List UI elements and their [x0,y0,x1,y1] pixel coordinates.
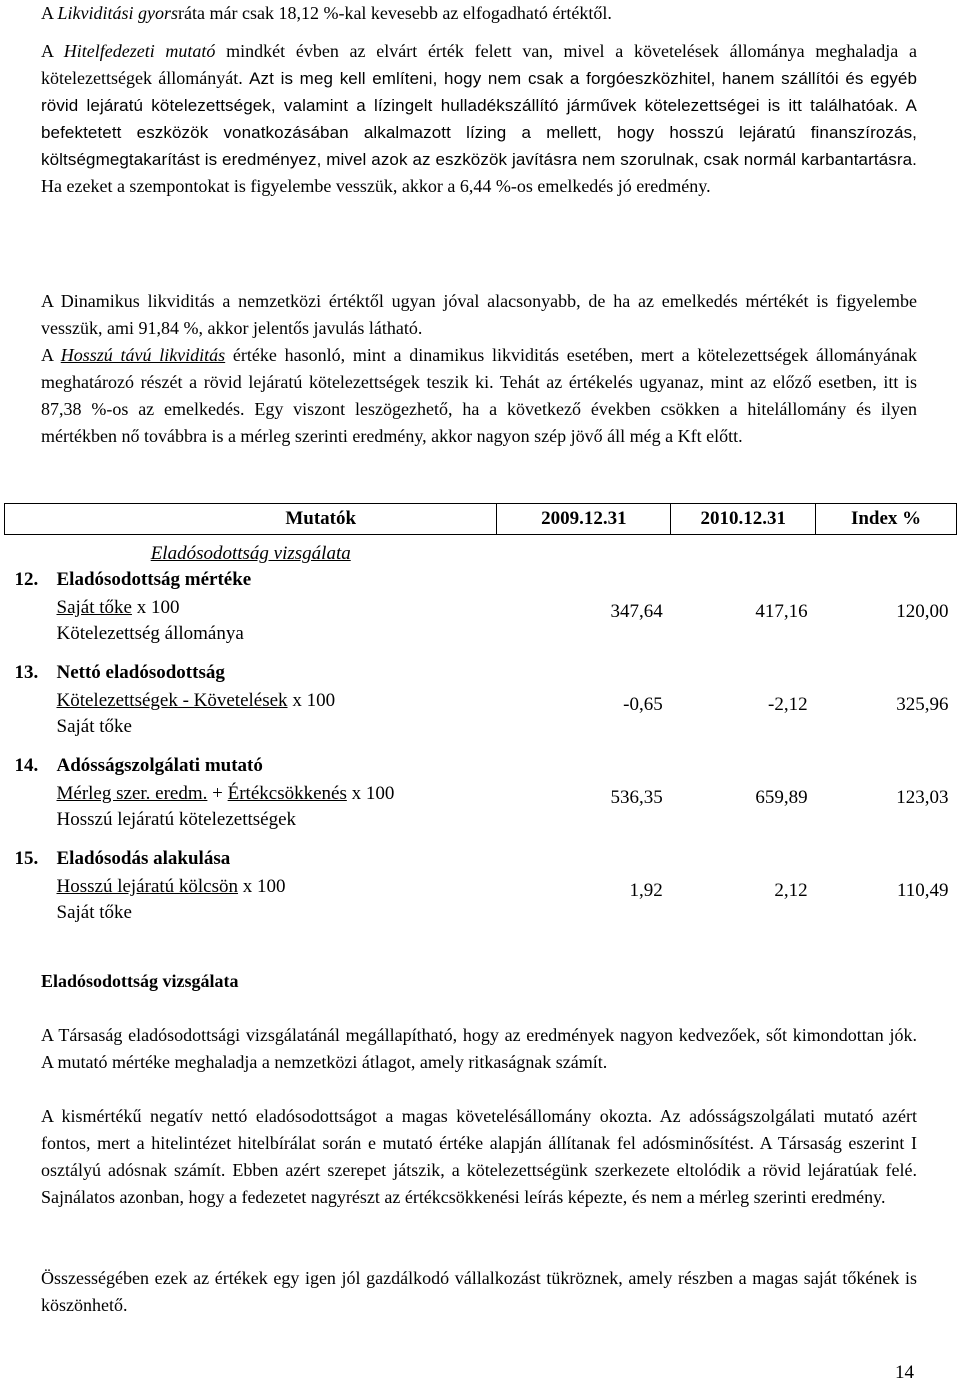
analysis-paragraph-2: A kismértékű negatív nettó eladósodottságot a magas követelésállomány okozta. Az adósságszolgálati mutató azért fontos, mert a hitelintézet hitelbírálat során e mutató értéke alapján állítanak fel adósminősítést. A Társaság eszerint I osztályú adósnak számít. Ebben azért szerepet játszik, a kötelezettségünk szerkezete eltolódik a rövid lejáratúak felé. Sajnálatos azonban, hogy a fedezetet nagyrészt az értékcsökkenési leírás képezte, és nem a mérleg szerinti eredmény. [41,1106,917,1207]
header-index: Index % [816,504,957,535]
value-2009: 1,92 [629,879,663,901]
value-index: 110,49 [896,879,949,901]
row-formula: Kötelezettségek - Követelések x 100 Saját tőke [56,690,336,737]
row-title: Eladósodás alakulása [56,848,231,869]
row-formula: Hosszú lejáratú kölcsön x 100 Saját tőke [56,876,286,923]
value-2010: -2,12 [768,693,808,715]
row-title: Adósságszolgálati mutató [56,755,263,776]
table-section-row [5,535,957,566]
value-index: 123,03 [896,786,949,808]
long-term-liquidity-paragraph: A Hosszú távú likviditás értéke hasonló, mint a dinamikus likviditás esetében, mert a kötelezettségek állományának meghatározó részét a rövid lejáratú kötelezettségek teszik ki. Tehát az értékelés ugyanaz, mint az előző esetben, itt is 87,38 %-os az emelkedés. Egy viszont leszögezhető, ha a következő években csökken a hitelállomány és ilyen mértékben nő továbbra is a mérleg szerinti eredmény, akkor nagyon szép jövő áll még a Kft előtt. [41,345,917,446]
row-number: 12. [14,569,39,590]
value-2009: 347,64 [610,600,663,622]
table-header-row [5,504,957,535]
analysis-paragraph-3: Összességében ezek az értékek egy igen jól gazdálkodó vállalkozást tükröznek, amely részben a magas saját tőkének is köszönhető. [41,1268,917,1315]
value-2009: 536,35 [610,786,663,808]
table-row [5,565,957,658]
intro-paragraph-hitelfedezeti: A Hitelfedezeti mutató mindkét évben az elvárt érték felett van, mivel a követelések állománya meghaladja a kötelezettségek állományát. Azt is meg kell említeni, hogy nem csak a forgóeszközhitel, hanem szállítói és egyéb rövid lejáratú kötelezettségek, valamint a lízingelt hulladékszállító járművek kötelezettségei is itt találhatóak. A befektetett eszközök vonatkozásában alkalmazott lízing a mellett, hogy hosszú lejáratú finanszírozás, költségmegtakarítást is eredményez, mivel azok az eszközök javításra nem szorulnak, csak normál karbantartásra. Ha ezeket a szempontokat is figyelembe vesszük, akkor a 6,44 %-os emelkedés jó eredmény. [41,41,917,196]
value-2010: 417,16 [755,600,808,622]
page-number: 14 [895,1362,914,1383]
value-index: 120,00 [896,600,949,622]
intro-line-1: A Likviditási gyorsráta már csak 18,12 %-kal kevesebb az elfogadható értéktől. [41,3,612,23]
section-title: Eladósodottság vizsgálata [150,543,351,564]
analysis-paragraph-1: A Társaság eladósodottsági vizsgálatánál megállapítható, hogy az eredmények nagyon kedvezőek, sőt kimondottan jók. A mutató mértéke meghaladja a nemzetközi átlagot, amely ritkaságnak számít. [41,1025,917,1072]
header-2010: 2010.12.31 [671,504,816,535]
value-2009: -0,65 [623,693,663,715]
value-2010: 2,12 [774,879,808,901]
row-title: Eladósodottság mértéke [56,569,252,590]
analysis-heading: Eladósodottság vizsgálata [41,971,239,991]
header-mutatok: Mutatók [5,504,497,535]
table-row [5,844,957,937]
header-2009: 2009.12.31 [497,504,671,535]
row-formula: Mérleg szer. eredm. + Értékcsökkenés x 100 Hosszú lejáratú kötelezettségek [56,783,395,830]
table-row [5,751,957,844]
indicator-table [4,503,957,937]
value-2010: 659,89 [755,786,808,808]
row-title: Nettó eladósodottság [56,662,225,683]
value-index: 325,96 [896,693,949,715]
row-number: 13. [14,662,39,683]
dynamic-liquidity-paragraph: A Dinamikus likviditás a nemzetközi értéktől ugyan jóval alacsonyabb, de ha az emelkedés mértékét is figyelembe vesszük, ami 91,84 %, akkor jelentős javulás látható. [41,291,917,338]
row-number: 15. [14,848,39,869]
table-row [5,658,957,751]
sans-text-passage: Azt is meg kell említeni, hogy nem csak a forgóeszközhitel, hanem szállítói és egyéb rövid lejáratú kötelezettségek, valamint a lízingelt hulladékszállító járművek kötelezettségei is itt találhatóak. A befektetett eszközök vonatkozásában alkalmazott lízing a mellett, hogy hosszú lejáratú finanszírozás, költségmegtakarítást is eredményez, mivel azok az eszközök javításra nem szorulnak, csak normál karbantartásra. [41,69,917,169]
row-number: 14. [14,755,39,776]
row-formula: Saját tőke x 100 Kötelezettség állománya [56,597,244,644]
